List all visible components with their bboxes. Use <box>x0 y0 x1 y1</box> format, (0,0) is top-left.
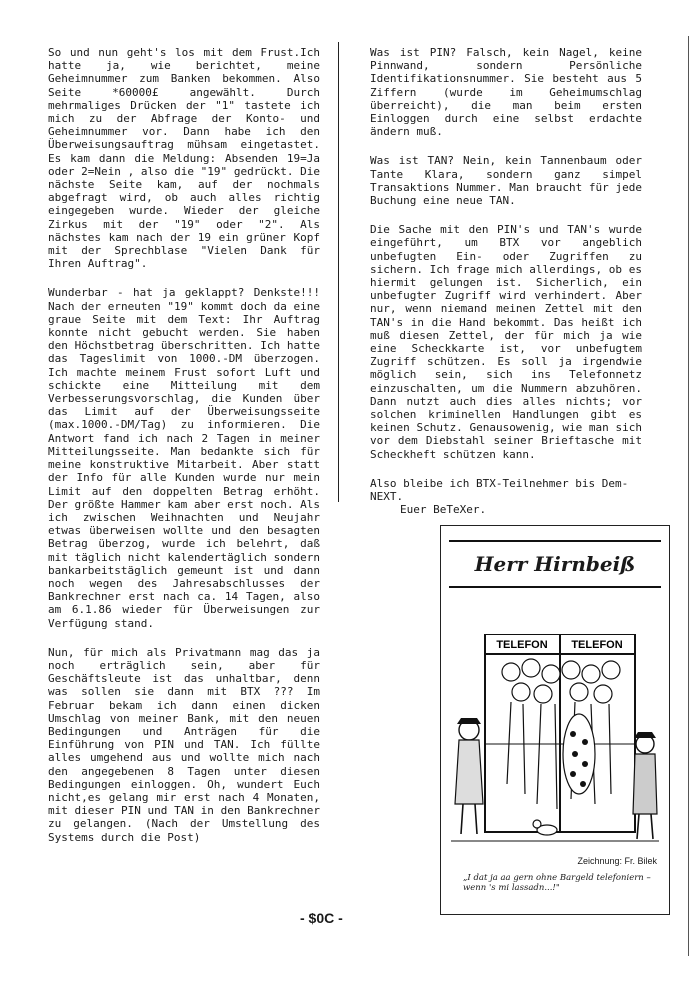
paragraph: Was ist TAN? Nein, kein Tannenbaum oder Tante Klara, sondern ganz simpel Transaktions Nummer. Man braucht für jede Buchung eine neue TAN. <box>370 154 642 208</box>
paragraph: Was ist PIN? Falsch, kein Nagel, keine Pinnwand, sondern Persönliche Identifikationsnummer. Sie besteht aus 5 Ziffern (wurde im Geheimumschlag überreicht), die man beim ersten Einloggen durch eine selbst erdachte ändern muß. <box>370 46 642 139</box>
phone-booth-illustration <box>451 634 659 844</box>
paragraph: Die Sache mit den PIN's und TAN's wurde eingeführt, um BTX vor angeblich unbefugten Ein- oder Zugriffen zu sichern. Ich frage mich allerdings, ob es hiermit gelungen ist. Sicherlich, ein unbefugter Zugriff wird verhindert. Aber nur, wenn niemand meinen Zettel mit den TAN's in die Hand bekommt. Das heißt ich muß diesen Zettel, der für mich ja wie eine Scheckkarte ist, vor unbefugtem Zugriff schützen. Es soll ja irgendwie möglich sein, sich ins Telefonnetz einzuschalten, um die Nummern abzuhören. Dann nutzt auch dies alles nichts; vor solchen kriminellen Handlungen gibt es keinen Schutz. Genausowenig, wie man sich vor dem Diebstahl seiner Brieftasche mit Scheckheft schützen kann. <box>370 223 642 461</box>
cartoon-caption: „I dat ja aa gern ohne Bargeld telefoniern – wenn 's mi lassadn...!" <box>463 873 651 893</box>
page-number: - $0C - <box>300 910 343 926</box>
cartoon-title: Herr Hirnbeiß <box>449 540 661 588</box>
paragraph: So und nun geht's los mit dem Frust.Ich hatte ja, wie berichtet, meine Geheimnummer zum Banken bekommen. Also Seite *60000£ angewählt. Durch mehrmaliges Drücken der "1" tastete ich mich zu der Abfrage der Konto- und Geheimnummer vor. Dann habe ich den Überweisungsauftrag mühsam eingetastet. Es kam dann die Meldung: Absenden 19=Ja oder 2=Nein , also die "19" gedrückt. Die nächste Seite kam, auf der nochmals abgefragt wird, ob auch alles richtig eingegeben wurde. Wieder der gleiche Zirkus mit der "19" oder "2". Als nächstes kam nach der 19 ein grüner Kopf mit der Sprechblase "Vielen Dank für Ihren Auftrag". <box>48 46 320 271</box>
paragraph: Nun, für mich als Privatmann mag das ja noch erträglich sein, aber für Geschäftsleute ist das unhaltbar, denn was sollen sie dann mit BTX ??? Im Februar bekam ich dann einen dicken Umschlag von meiner Bank, mit den neuen Bedingungen und Anträgen für die Einführung von PIN und TAN. Ich füllte alles umgehend aus und wollte mich nach den angegebenen 8 Tagen unter diesen Bedingungen einloggen. Oh, wundert Euch nicht,es gelang mir erst nach 4 Monaten, mit dieser PIN und TAN in den Bankrechner zu gelangen. (Nach der Umstellung des Systems durch die Post) <box>48 645 320 844</box>
booth-sign-right: TELEFON <box>571 639 623 651</box>
signature: Euer BeTeXer. <box>400 503 487 517</box>
illustration-credit: Zeichnung: Fr. Bilek <box>577 856 657 866</box>
paragraph: Wunderbar - hat ja geklappt? Denkste!!! Nach der erneuten "19" kommt doch da eine graue Seite mit dem Text: Ihr Auftrag konnte nicht gebucht werden. Sie haben den Höchstbetrag überschritten. Ich hatte das Tageslimit von 1000.-DM überzogen. Ich machte meinem Frust sofort Luft und schickte eine Mitteilung mit dem Verbesserungsvorschlag, die Kunden über das Limit auf der Überweisungsseite (max.1000.-DM/Tag) zu informieren. Die Antwort fand ich nach 2 Tagen in meiner Mitteilungsseite. Man bedankte sich für meine konstruktive Mitarbeit. Aber statt der Info für alle Kunden wurde nur mein Limit auf den doppelten Betrag erhöht. Der größte Hammer kam aber erst noch. Als ich zwischen Weihnachten und Neujahr etwas überweisen wollte und den besagten Betrag überzog, wurde ich belehrt, daß mit täglich nicht kalendertäglich sondern bankarbeitstäglich gemeunt ist und dann noch wegen des Jahresabschlusses der Bankrechner erst nach ca. 14 Tagen, also am 6.1.86 wieder für Überweisungen zur Verfügung stand. <box>48 286 320 630</box>
closing-block <box>370 477 642 517</box>
left-column <box>48 46 320 860</box>
column-divider <box>338 42 339 502</box>
booth-sign-left: TELEFON <box>496 639 548 651</box>
closing-line: Also bleibe ich BTX-Teilnehmer bis Dem-NEXT. <box>370 476 629 504</box>
page-edge-line <box>688 36 689 956</box>
cartoon-panel <box>440 525 670 915</box>
right-column <box>370 46 642 517</box>
